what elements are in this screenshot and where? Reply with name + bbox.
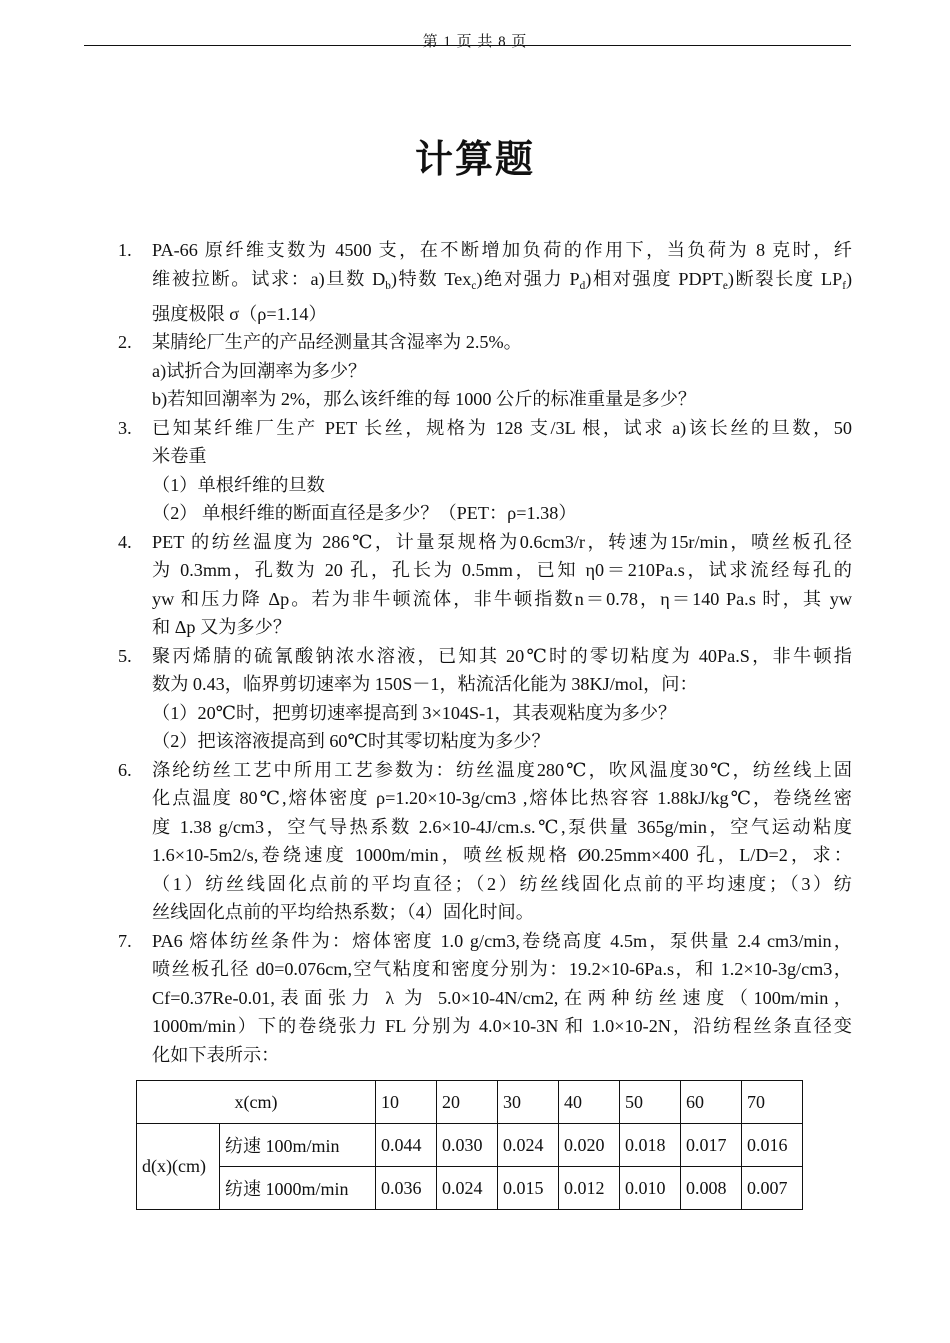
question-line: 数为 0.43，临界剪切速率为 150S－1，粘流活化能为 38KJ/mol，问： [152,674,698,695]
header-rule [84,45,851,46]
table-cell: 0.044 [376,1124,437,1167]
question-line: yw 和压力降 Δp。若为非牛顿流体，非牛顿指数n＝0.78，η＝140 Pa.s 时，其 yw [152,588,852,609]
question-line: 聚丙烯腈的硫氰酸钠浓水溶液，已知其 20℃时的零切粘度为 40Pa.S，非牛顿指 [152,645,852,666]
question-number: 2. [118,332,132,353]
question-line: 喷丝板孔径 d0=0.076cm,空气粘度和密度分别为：19.2×10-6Pa.s，和 1.2×10-3g/cm3， [152,959,852,980]
question-line: 强度极限 σ（ρ=1.14） [152,303,327,324]
table-cell: 0.008 [681,1167,742,1210]
question-line: a)试折合为回潮率为多少？ [152,360,367,381]
question-line: 米卷重 [152,446,207,467]
table-cell: 0.007 [742,1167,803,1210]
question-1 [118,236,852,328]
table-cell: 0.010 [620,1167,681,1210]
table-cell: 0.012 [559,1167,620,1210]
table-header-cell: 10 [376,1081,437,1124]
question-line-with-subscripts: 维被拉断。试求：a)旦数 $D_b$)特数 Tex$_c$)绝对强力 $P_d$)相对强度 $PDPT_e$)断裂长度 $LP_f$) [152,268,853,292]
question-5 [118,642,852,756]
question-7 [118,927,852,1070]
table-header-row [137,1081,803,1124]
question-line: 1.6×10-5m2/s,卷绕速度 1000m/min，喷丝板规格 Ø0.25mm×400 孔，L/D=2，求： [152,845,852,866]
question-list [118,236,852,1069]
table-cell: 0.016 [742,1124,803,1167]
question-line: （1）单根纤维的旦数 [152,474,325,495]
question-line: 和 Δp 又为多少？ [152,617,292,638]
table-header-cell: 70 [742,1081,803,1124]
question-line: PA6 熔体纺丝条件为：熔体密度 1.0 g/cm3,卷绕高度 4.5m，泵供量 2.4 cm3/min， [152,930,852,951]
question-line: 化点温度 80℃,熔体密度 ρ=1.20×10-3g/cm3 ,熔体比热容容 1.88kJ/kg℃，卷绕丝密 [152,788,852,809]
question-line: 涤纶纺丝工艺中所用工艺参数为：纺丝温度280℃，吹风温度30℃，纺丝线上固 [152,759,852,780]
question-line: Cf=0.37Re-0.01,表面张力 λ 为 5.0×10-4N/cm2,在两种纺丝速度（100m/min， [152,987,852,1008]
question-line: PET 的纺丝温度为 286℃，计量泵规格为0.6cm3/r，转速为15r/min，喷丝板孔径 [152,531,852,552]
diameter-table [136,1080,803,1210]
question-line: 某腈纶厂生产的产品经测量其含湿率为 2.5%。 [152,332,522,353]
table-row [137,1167,803,1210]
table-row-group-label: d(x)(cm) [137,1124,220,1210]
question-line: （2） 单根纤维的断面直径是多少？（PET：ρ=1.38） [152,503,577,524]
table-header-cell: 40 [559,1081,620,1124]
question-number: 4. [118,531,132,552]
question-line: 度 1.38 g/cm3，空气导热系数 2.6×10-4J/cm.s.℃,泵供量 365g/min，空气运动粘度 [152,816,852,837]
question-line: 丝线固化点前的平均给热系数；（4）固化时间。 [152,902,534,923]
question-line: 为 0.3mm，孔数为 20 孔，孔长为 0.5mm，已知 η0＝210Pa.s，试求流经每孔的 [152,560,852,581]
table-cell: 0.024 [437,1167,498,1210]
question-2 [118,328,852,414]
table-row [137,1124,803,1167]
table-header-cell: 20 [437,1081,498,1124]
table-header-x-label: x(cm) [137,1081,376,1124]
question-number: 6. [118,759,132,780]
question-line: （1）纺丝线固化点前的平均直径；（2）纺丝线固化点前的平均速度；（3）纺 [152,873,852,894]
table-header-cell: 60 [681,1081,742,1124]
question-number: 7. [118,930,132,951]
table-cell: 0.036 [376,1167,437,1210]
question-3 [118,414,852,528]
table-cell: 0.017 [681,1124,742,1167]
page-number-text: 第 1 页 共 8 页 [422,34,528,50]
question-number: 5. [118,645,132,666]
table-row-label: 纺速 1000m/min [220,1167,376,1210]
question-line: PA-66 原纤维支数为 4500 支，在不断增加负荷的作用下，当负荷为 8 克时，纤 [152,240,852,260]
question-number: 1. [118,240,132,260]
question-number: 3. [118,417,132,438]
table-cell: 0.030 [437,1124,498,1167]
table-cell: 0.024 [498,1124,559,1167]
page-header [0,30,950,51]
table-cell: 0.015 [498,1167,559,1210]
table-header-cell: 30 [498,1081,559,1124]
table-cell: 0.018 [620,1124,681,1167]
question-line: （2）把该溶液提高到 60℃时其零切粘度为多少？ [152,731,550,752]
question-line: 已知某纤维厂生产 PET 长丝，规格为 128 支/3L 根，试求 a)该长丝的旦数，50 [152,417,852,438]
question-line: 化如下表所示： [152,1044,280,1065]
page-title: 计算题 [414,137,535,181]
question-line: 1000m/min）下的卷绕张力 FL 分别为 4.0×10-3N 和 1.0×10-2N，沿纺程丝条直径变 [152,1016,852,1037]
question-4 [118,528,852,642]
table-cell: 0.020 [559,1124,620,1167]
question-line: （1）20℃时，把剪切速率提高到 3×104S-1，其表观粘度为多少？ [152,702,677,723]
table-header-cell: 50 [620,1081,681,1124]
question-line: b)若知回潮率为 2%，那么该纤维的每 1000 公斤的标准重量是多少？ [152,389,697,410]
question-6 [118,756,852,927]
table-row-label: 纺速 100m/min [220,1124,376,1167]
